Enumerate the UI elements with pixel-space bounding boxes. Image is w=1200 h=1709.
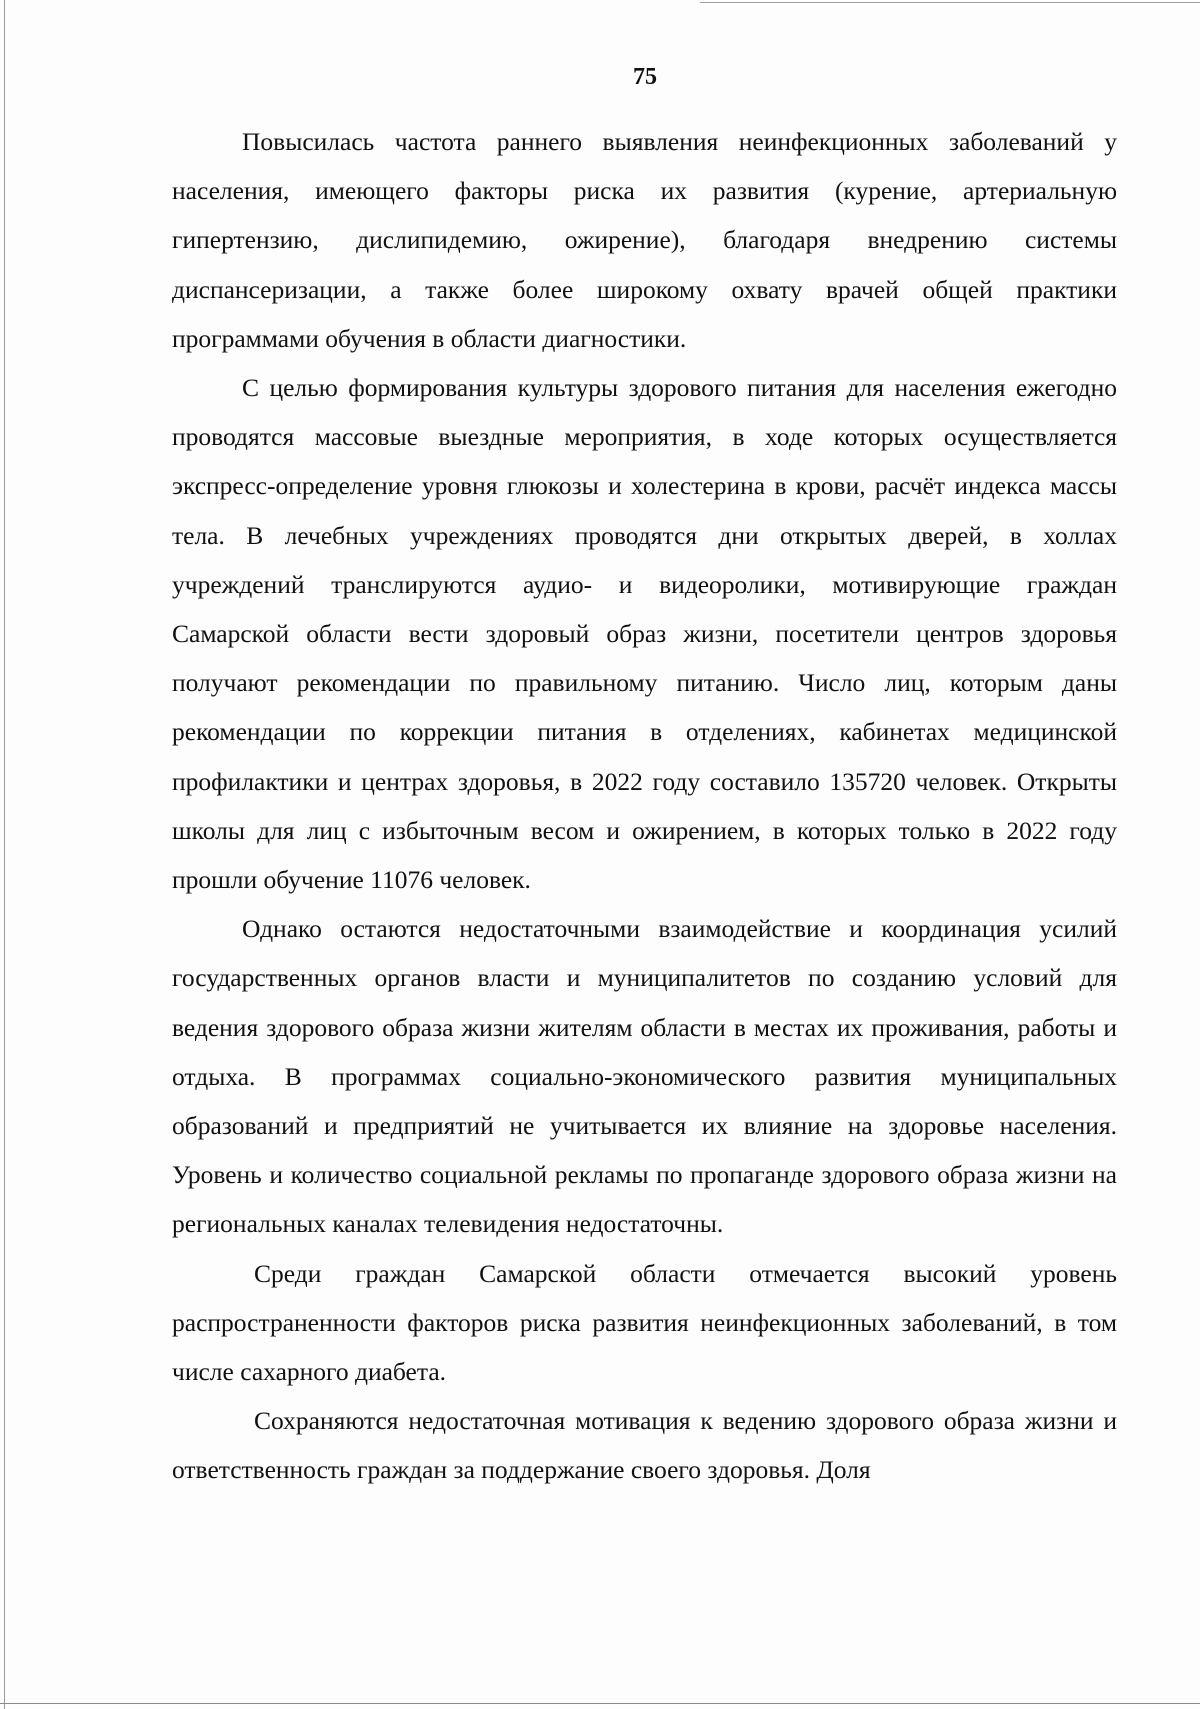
page-number: 75	[633, 64, 657, 90]
paragraph-coordination-issues: Однако остаются недостаточными взаимодействие и координация усилий государственных органов власти и муниципалитетов по созданию условий для ведения здорового образа жизни жителям области в местах их проживания, работы и отдыха. В программах социально-экономического развития муниципальных образований и предприятий не учитывается их влияние на здоровье населения. Уровень и количество социальной рекламы по пропаганде здорового образа жизни на региональных каналах телевидения недостаточны.	[172, 914, 1117, 1239]
paragraph-motivation: Сохраняются недостаточная мотивация к ведению здорового образа жизни и ответственность граждан за поддержание своего здоровья. Доля	[172, 1406, 1117, 1485]
scan-edge-top	[700, 2, 1200, 3]
scan-edge-bottom	[0, 1703, 1200, 1704]
document-body	[172, 117, 1117, 1495]
paragraph-healthy-nutrition: С целью формирования культуры здорового питания для населения ежегодно проводятся массовые выездные мероприятия, в ходе которых осуществляется экспресс-определение уровня глюкозы и холестерина в крови, расчёт индекса массы тела. В лечебных учреждениях проводятся дни открытых дверей, в холлах учреждений транслируются аудио- и видеоролики, мотивирующие граждан Самарской области вести здоровый образ жизни, посетители центров здоровья получают рекомендации по правильному питанию. Число лиц, которым даны рекомендации по коррекции питания в отделениях, кабинетах медицинской профилактики и центрах здоровья, в 2022 году составило 135720 человек. Открыты школы для лиц с избыточным весом и ожирением, в которых только в 2022 году прошли обучение 11076 человек.	[172, 373, 1117, 895]
paragraph-early-detection: Повысилась частота раннего выявления неинфекционных заболеваний у населения, имеющего факторы риска их развития (курение, артериальную гипертензию, дислипидемию, ожирение), благодаря внедрению системы диспансеризации, а также более широкому охвату врачей общей практики программами обучения в области диагностики.	[172, 127, 1117, 353]
scan-edge-left	[4, 0, 5, 1709]
paragraph-risk-factors: Среди граждан Самарской области отмечается высокий уровень распространенности факторов риска развития неинфекционных заболеваний, в том числе сахарного диабета.	[172, 1258, 1117, 1387]
